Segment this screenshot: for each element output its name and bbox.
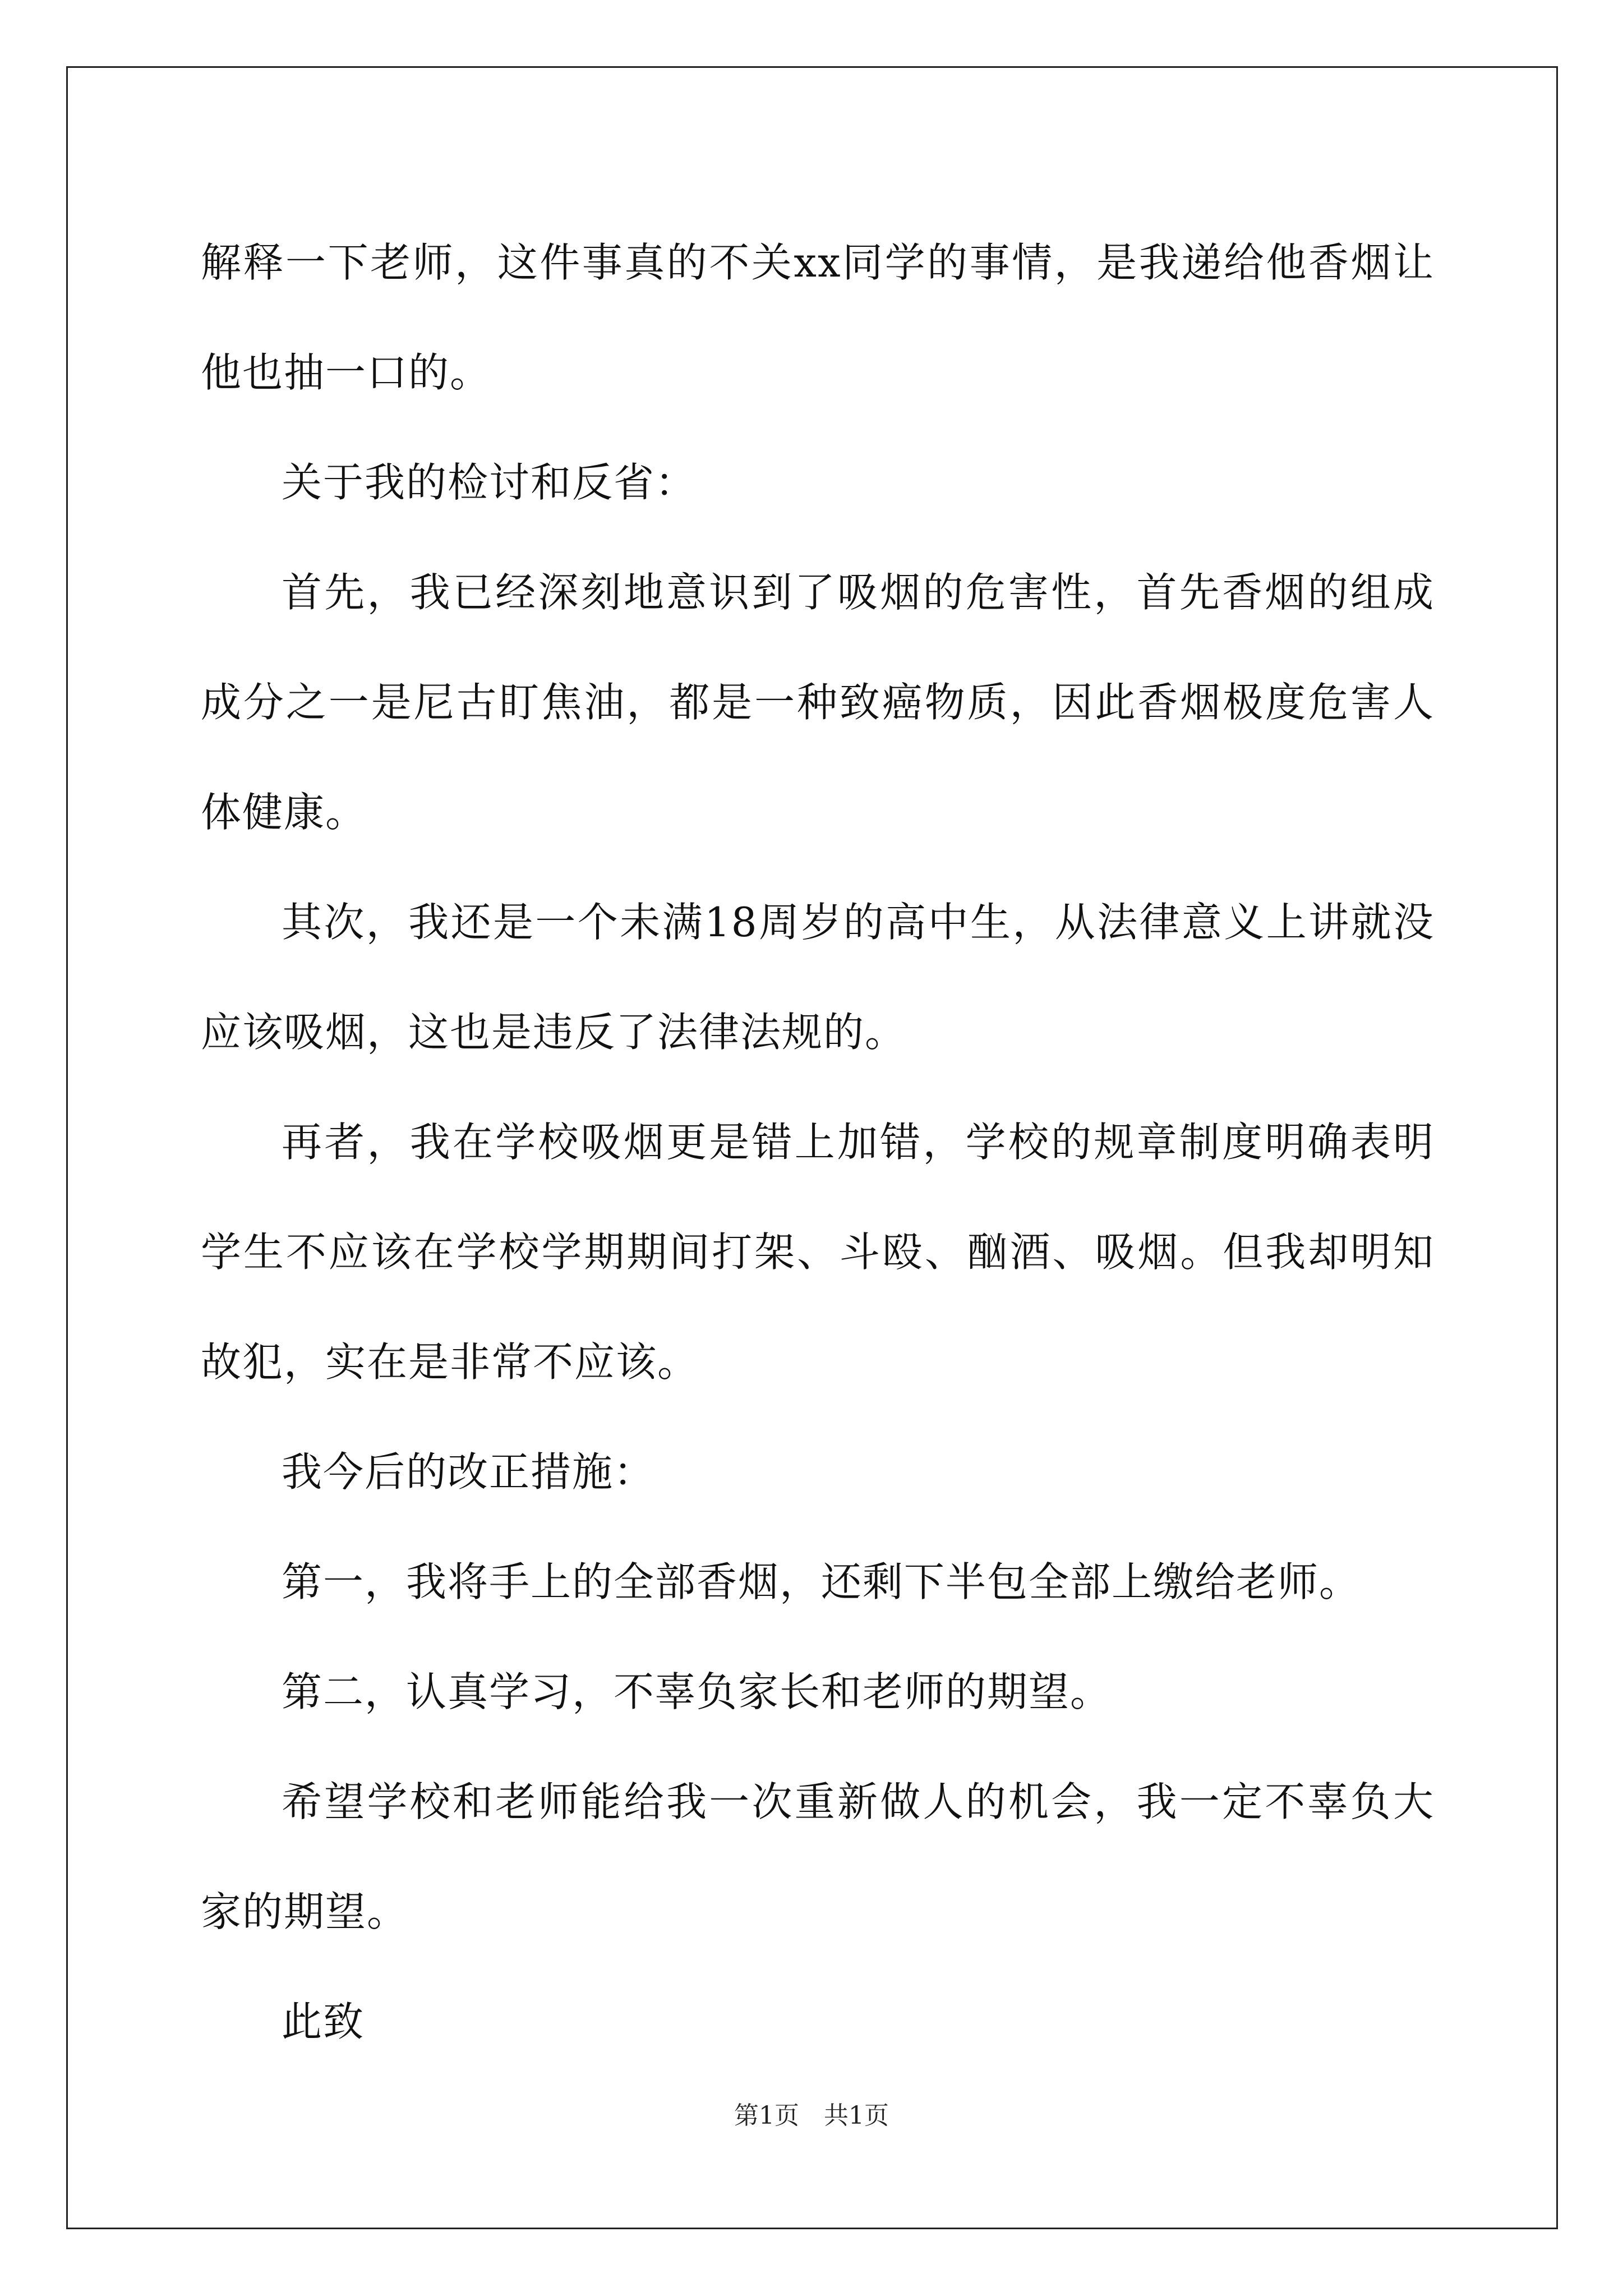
paragraph-closing: 此致 [282, 1998, 365, 2045]
paragraph-explanation: 解释一下老师，这件事真的不关xx同学的事情，是我递给他香烟让他也抽一口的。 [201, 239, 1435, 396]
paragraph-measure-two: 第二，认真学习，不辜负家长和老师的期望。 [282, 1668, 1112, 1715]
document-body [201, 208, 1435, 2077]
paragraph-first-point: 首先，我已经深刻地意识到了吸烟的危害性，首先香烟的组成成分之一是尼古盯焦油，都是一种致癌物质，因此香烟极度危害人体健康。 [201, 569, 1435, 836]
paragraph-reflection-heading: 关于我的检讨和反省： [282, 459, 697, 506]
page-number-footer: 第1页 共1页 [734, 2101, 889, 2130]
paragraph-third-point: 再者，我在学校吸烟更是错上加错，学校的规章制度明确表明学生不应该在学校学期期间打架、斗殴、酗酒、吸烟。但我却明知故犯，实在是非常不应该。 [201, 1119, 1435, 1386]
paragraph-measures-heading: 我今后的改正措施： [282, 1448, 656, 1496]
paragraph-measure-one: 第一，我将手上的全部香烟，还剩下半包全部上缴给老师。 [282, 1558, 1361, 1605]
paragraph-second-point: 其次，我还是一个未满18周岁的高中生，从法律意义上讲就没应该吸烟，这也是违反了法律法规的。 [201, 899, 1435, 1056]
paragraph-hope: 希望学校和老师能给我一次重新做人的机会，我一定不辜负大家的期望。 [201, 1778, 1435, 1935]
